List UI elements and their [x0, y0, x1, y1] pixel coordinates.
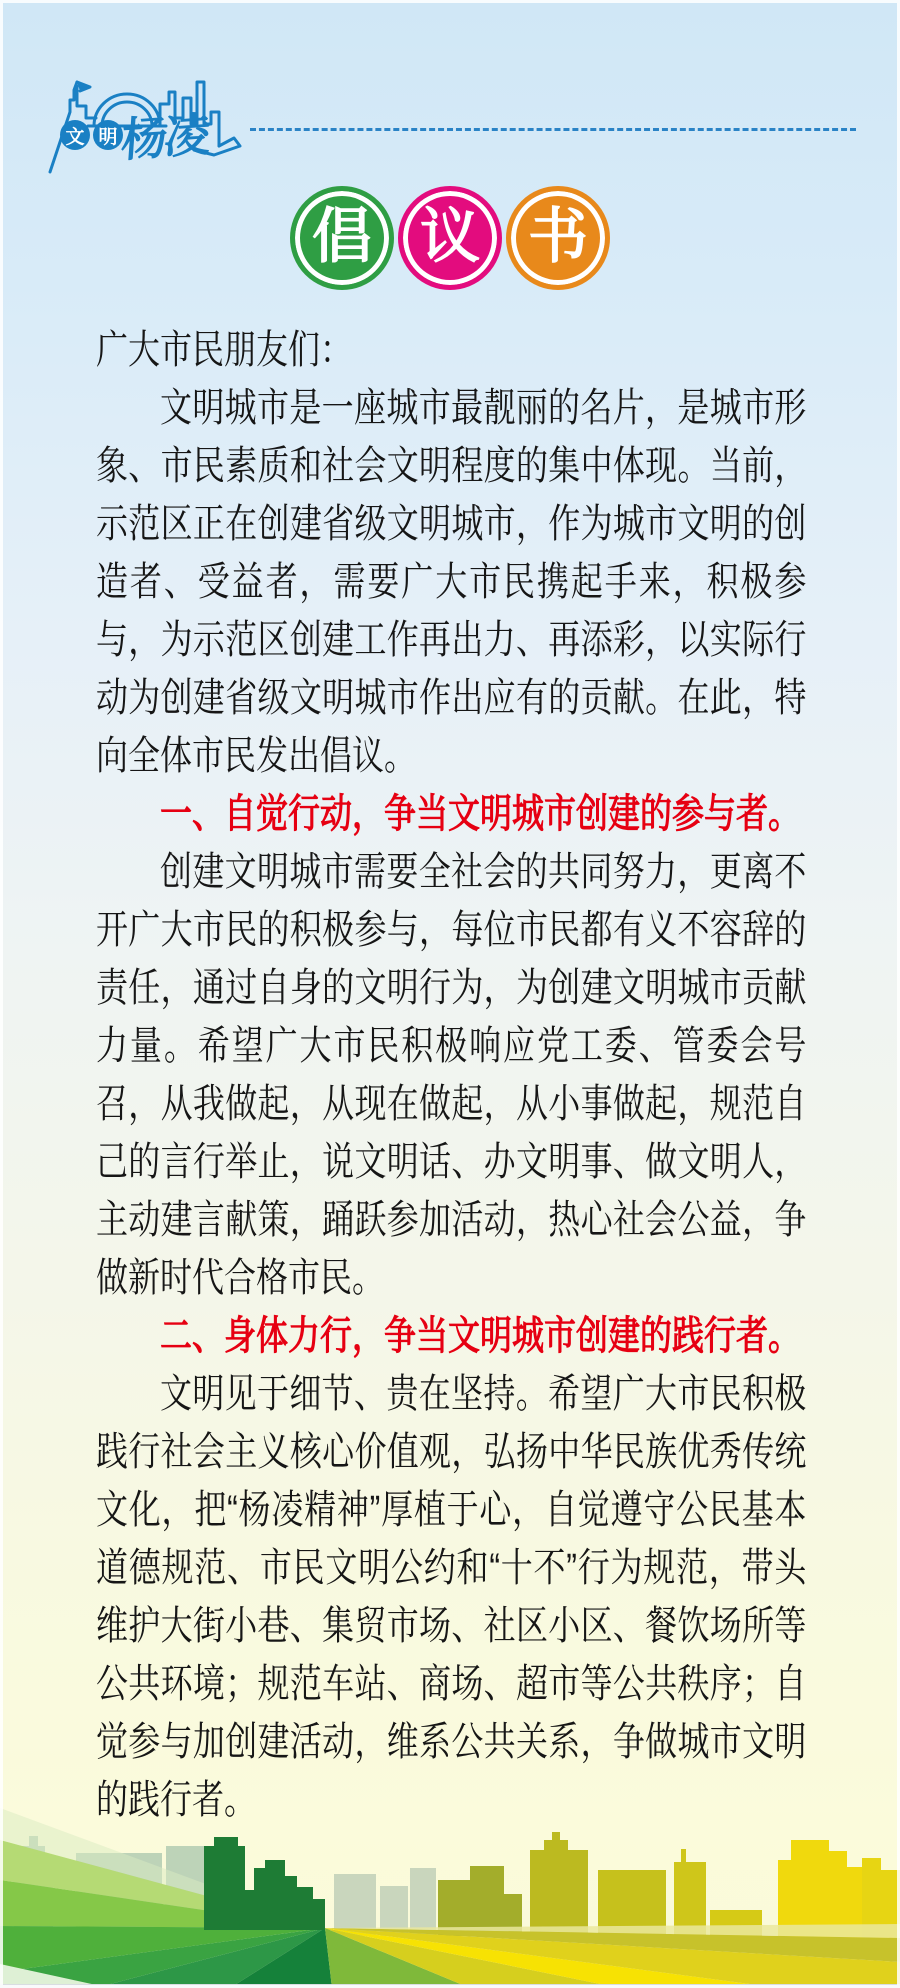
logo-ming-badge: 明	[93, 120, 123, 150]
civilized-yangling-logo	[44, 60, 264, 180]
title-badges	[0, 186, 900, 290]
paragraph: 文明城市是一座城市最靓丽的名片，是城市形象、市民素质和社会文明程度的集中体现。当前，示范区正在创建省级文明城市，作为城市文明的创造者、受益者，需要广大市民携起手来，积极参与，为示范区创建工作再出力、再添彩，以实际行动为创建省级文明城市作出应有的贡献。在此，特向全体市民发出倡议。	[96, 386, 807, 778]
section-heading: 一、自觉行动，争当文明城市创建的参与者。	[160, 792, 800, 836]
dashed-divider	[250, 128, 856, 131]
section-heading: 二、身体力行，争当文明城市创建的践行者。	[160, 1314, 800, 1358]
city-skyline-graphic	[0, 1688, 900, 1988]
logo-yangling-script: 杨凌	[119, 108, 210, 167]
paragraph: 文明见于细节、贵在坚持。希望广大市民积极践行社会主义核心价值观，弘扬中华民族优秀传统文化，把“杨凌精神”厚植于心，自觉遵守公民基本道德规范、市民文明公约和“十不”行为规范，带头维护大街小巷、集贸市场、社区小区、餐饮场所等公共环境；规范车站、商场、超市等公共秩序；自觉参与加创建活动，维系公共关系，争做城市文明的践行者。	[96, 1372, 807, 1822]
paragraph: 创建文明城市需要全社会的共同努力，更离不开广大市民的积极参与，每位市民都有义不容辞的责任，通过自身的文明行为，为创建文明城市贡献力量。希望广大市民积极响应党工委、管委会号召，从我做起，从现在做起，从小事做起，规范自己的言行举止，说文明话、办文明事、做文明人，主动建言献策，踊跃参加活动，热心社会公益，争做新时代合格市民。	[96, 850, 807, 1300]
paragraph: 广大市民朋友们：	[96, 328, 352, 372]
title-badge: 议	[398, 186, 502, 290]
title-badge: 书	[506, 186, 610, 290]
title-badge: 倡	[290, 186, 394, 290]
logo-wen-badge: 文	[60, 120, 90, 150]
body-text	[96, 321, 806, 1829]
